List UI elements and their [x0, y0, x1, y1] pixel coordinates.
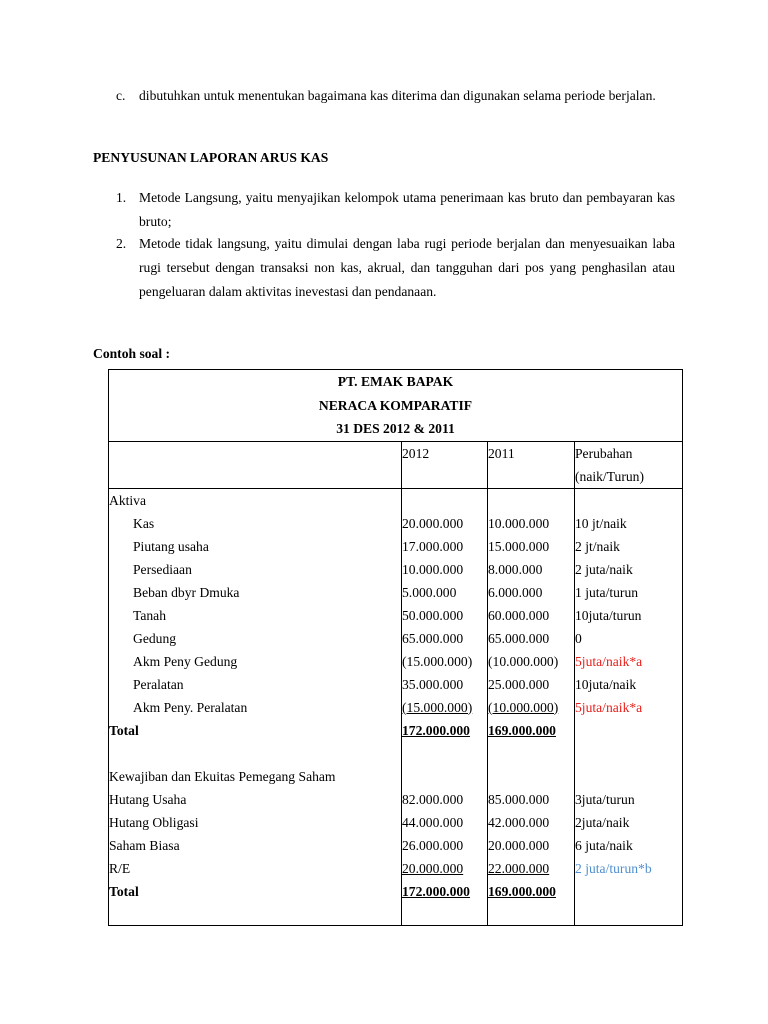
value-2012: 26.000.000 — [402, 837, 464, 853]
account-name: Tanah — [133, 607, 167, 623]
value-2012: 10.000.000 — [402, 561, 464, 577]
value-2012: 82.000.000 — [402, 791, 464, 807]
value-2011: 22.000.000 — [488, 860, 550, 876]
intro-text: dibutuhkan untuk menentukan bagaimana kas diterima dan digunakan selama periode berjalan. — [139, 88, 656, 103]
liabilities-total-2011: 169.000.000 — [488, 883, 556, 899]
report-date: 31 DES 2012 & 2011 — [336, 421, 455, 436]
value-2011: 60.000.000 — [488, 607, 550, 623]
liabilities-label: Kewajiban dan Ekuitas Pemegang Saham — [109, 768, 336, 784]
section-heading: PENYUSUNAN LAPORAN ARUS KAS — [93, 150, 329, 165]
method-2-number: 2. — [116, 236, 127, 251]
account-name: Peralatan — [133, 676, 184, 692]
value-2012: 35.000.000 — [402, 676, 464, 692]
liabilities-total-2012: 172.000.000 — [402, 883, 470, 899]
account-name: Saham Biasa — [109, 837, 180, 853]
change-value: 10juta/turun — [575, 607, 642, 623]
change-value: 10 jt/naik — [575, 515, 627, 531]
change-value: 2 jt/naik — [575, 538, 620, 554]
change-value: 0 — [575, 630, 582, 646]
account-name: Persediaan — [133, 561, 192, 577]
change-value: 2juta/naik — [575, 814, 630, 830]
value-2011: 25.000.000 — [488, 676, 550, 692]
assets-label: Aktiva — [109, 492, 146, 508]
value-2012: 5.000.000 — [402, 584, 457, 600]
account-name: Kas — [133, 515, 155, 531]
method-1-number: 1. — [116, 190, 127, 205]
account-name: Beban dbyr Dmuka — [133, 584, 240, 600]
value-2011: 15.000.000 — [488, 538, 550, 554]
example-label: Contoh soal : — [93, 346, 171, 361]
column-header-change — [575, 441, 683, 488]
change-value: 3juta/turun — [575, 791, 635, 807]
value-2012: 20.000.000 — [402, 515, 464, 531]
assets-total-2011: 169.000.000 — [488, 722, 556, 738]
account-name: Hutang Obligasi — [109, 814, 199, 830]
value-2012: 44.000.000 — [402, 814, 464, 830]
value-2011: (10.000.000) — [488, 653, 559, 669]
value-2011: 85.000.000 — [488, 791, 550, 807]
value-2011: 20.000.000 — [488, 837, 550, 853]
method-2-text: Metode tidak langsung, yaitu dimulai dengan laba rugi periode berjalan dan menyesuaikan laba rugi tersebut dengan transaksi non kas, akrual, dan tangguhan dari pos yang penghasilan atau pengeluaran dalam aktivitas inevestasi dan pendanaan. — [139, 236, 675, 299]
column-label-2011: 2011 — [488, 445, 515, 461]
account-name: Gedung — [133, 630, 177, 646]
column-label-change: Perubahan — [575, 445, 633, 461]
value-2011: (10.000.000) — [488, 699, 559, 715]
comparative-balance-sheet — [108, 369, 683, 926]
assets-total-label: Total — [109, 722, 139, 738]
change-column — [575, 488, 683, 926]
change-value: 1 juta/turun — [575, 584, 639, 600]
column-label-change-sub: (naik/Turun) — [575, 468, 644, 484]
value-2011: 65.000.000 — [488, 630, 550, 646]
column-header-blank — [109, 441, 402, 488]
value-2012: (15.000.000) — [402, 699, 473, 715]
value-2012: 17.000.000 — [402, 538, 464, 554]
value-2011: 8.000.000 — [488, 561, 543, 577]
value-2012: (15.000.000) — [402, 653, 473, 669]
account-name: R/E — [109, 860, 131, 876]
account-name: Hutang Usaha — [109, 791, 187, 807]
column-header-2012 — [402, 441, 488, 488]
assets-total-2012: 172.000.000 — [402, 722, 470, 738]
values-2012-column — [402, 488, 488, 926]
account-name: Akm Peny Gedung — [133, 653, 238, 669]
value-2012: 20.000.000 — [402, 860, 464, 876]
column-header-2011 — [488, 441, 575, 488]
account-names-column — [109, 488, 402, 926]
value-2011: 42.000.000 — [488, 814, 550, 830]
change-value: 2 juta/naik — [575, 561, 633, 577]
change-value: 6 juta/naik — [575, 837, 633, 853]
value-2011: 6.000.000 — [488, 584, 543, 600]
intro-marker: c. — [116, 88, 126, 103]
change-value-note-a: 5juta/naik*a — [575, 699, 643, 715]
column-label-2012: 2012 — [402, 445, 430, 461]
method-1-text: Metode Langsung, yaitu menyajikan kelompok utama penerimaan kas bruto dan pembayaran kas bruto; — [139, 190, 675, 229]
values-2011-column — [488, 488, 575, 926]
value-2011: 10.000.000 — [488, 515, 550, 531]
table-header — [109, 370, 683, 442]
account-name: Piutang usaha — [133, 538, 209, 554]
value-2012: 50.000.000 — [402, 607, 464, 623]
liabilities-total-label: Total — [109, 883, 139, 899]
account-name: Akm Peny. Peralatan — [133, 699, 248, 715]
company-name: PT. EMAK BAPAK — [337, 374, 454, 389]
change-value-note-b: 2 juta/turun*b — [575, 860, 652, 876]
report-title: NERACA KOMPARATIF — [318, 397, 473, 413]
value-2012: 65.000.000 — [402, 630, 464, 646]
change-value-note-a: 5juta/naik*a — [575, 653, 643, 669]
change-value: 10juta/naik — [575, 676, 637, 692]
